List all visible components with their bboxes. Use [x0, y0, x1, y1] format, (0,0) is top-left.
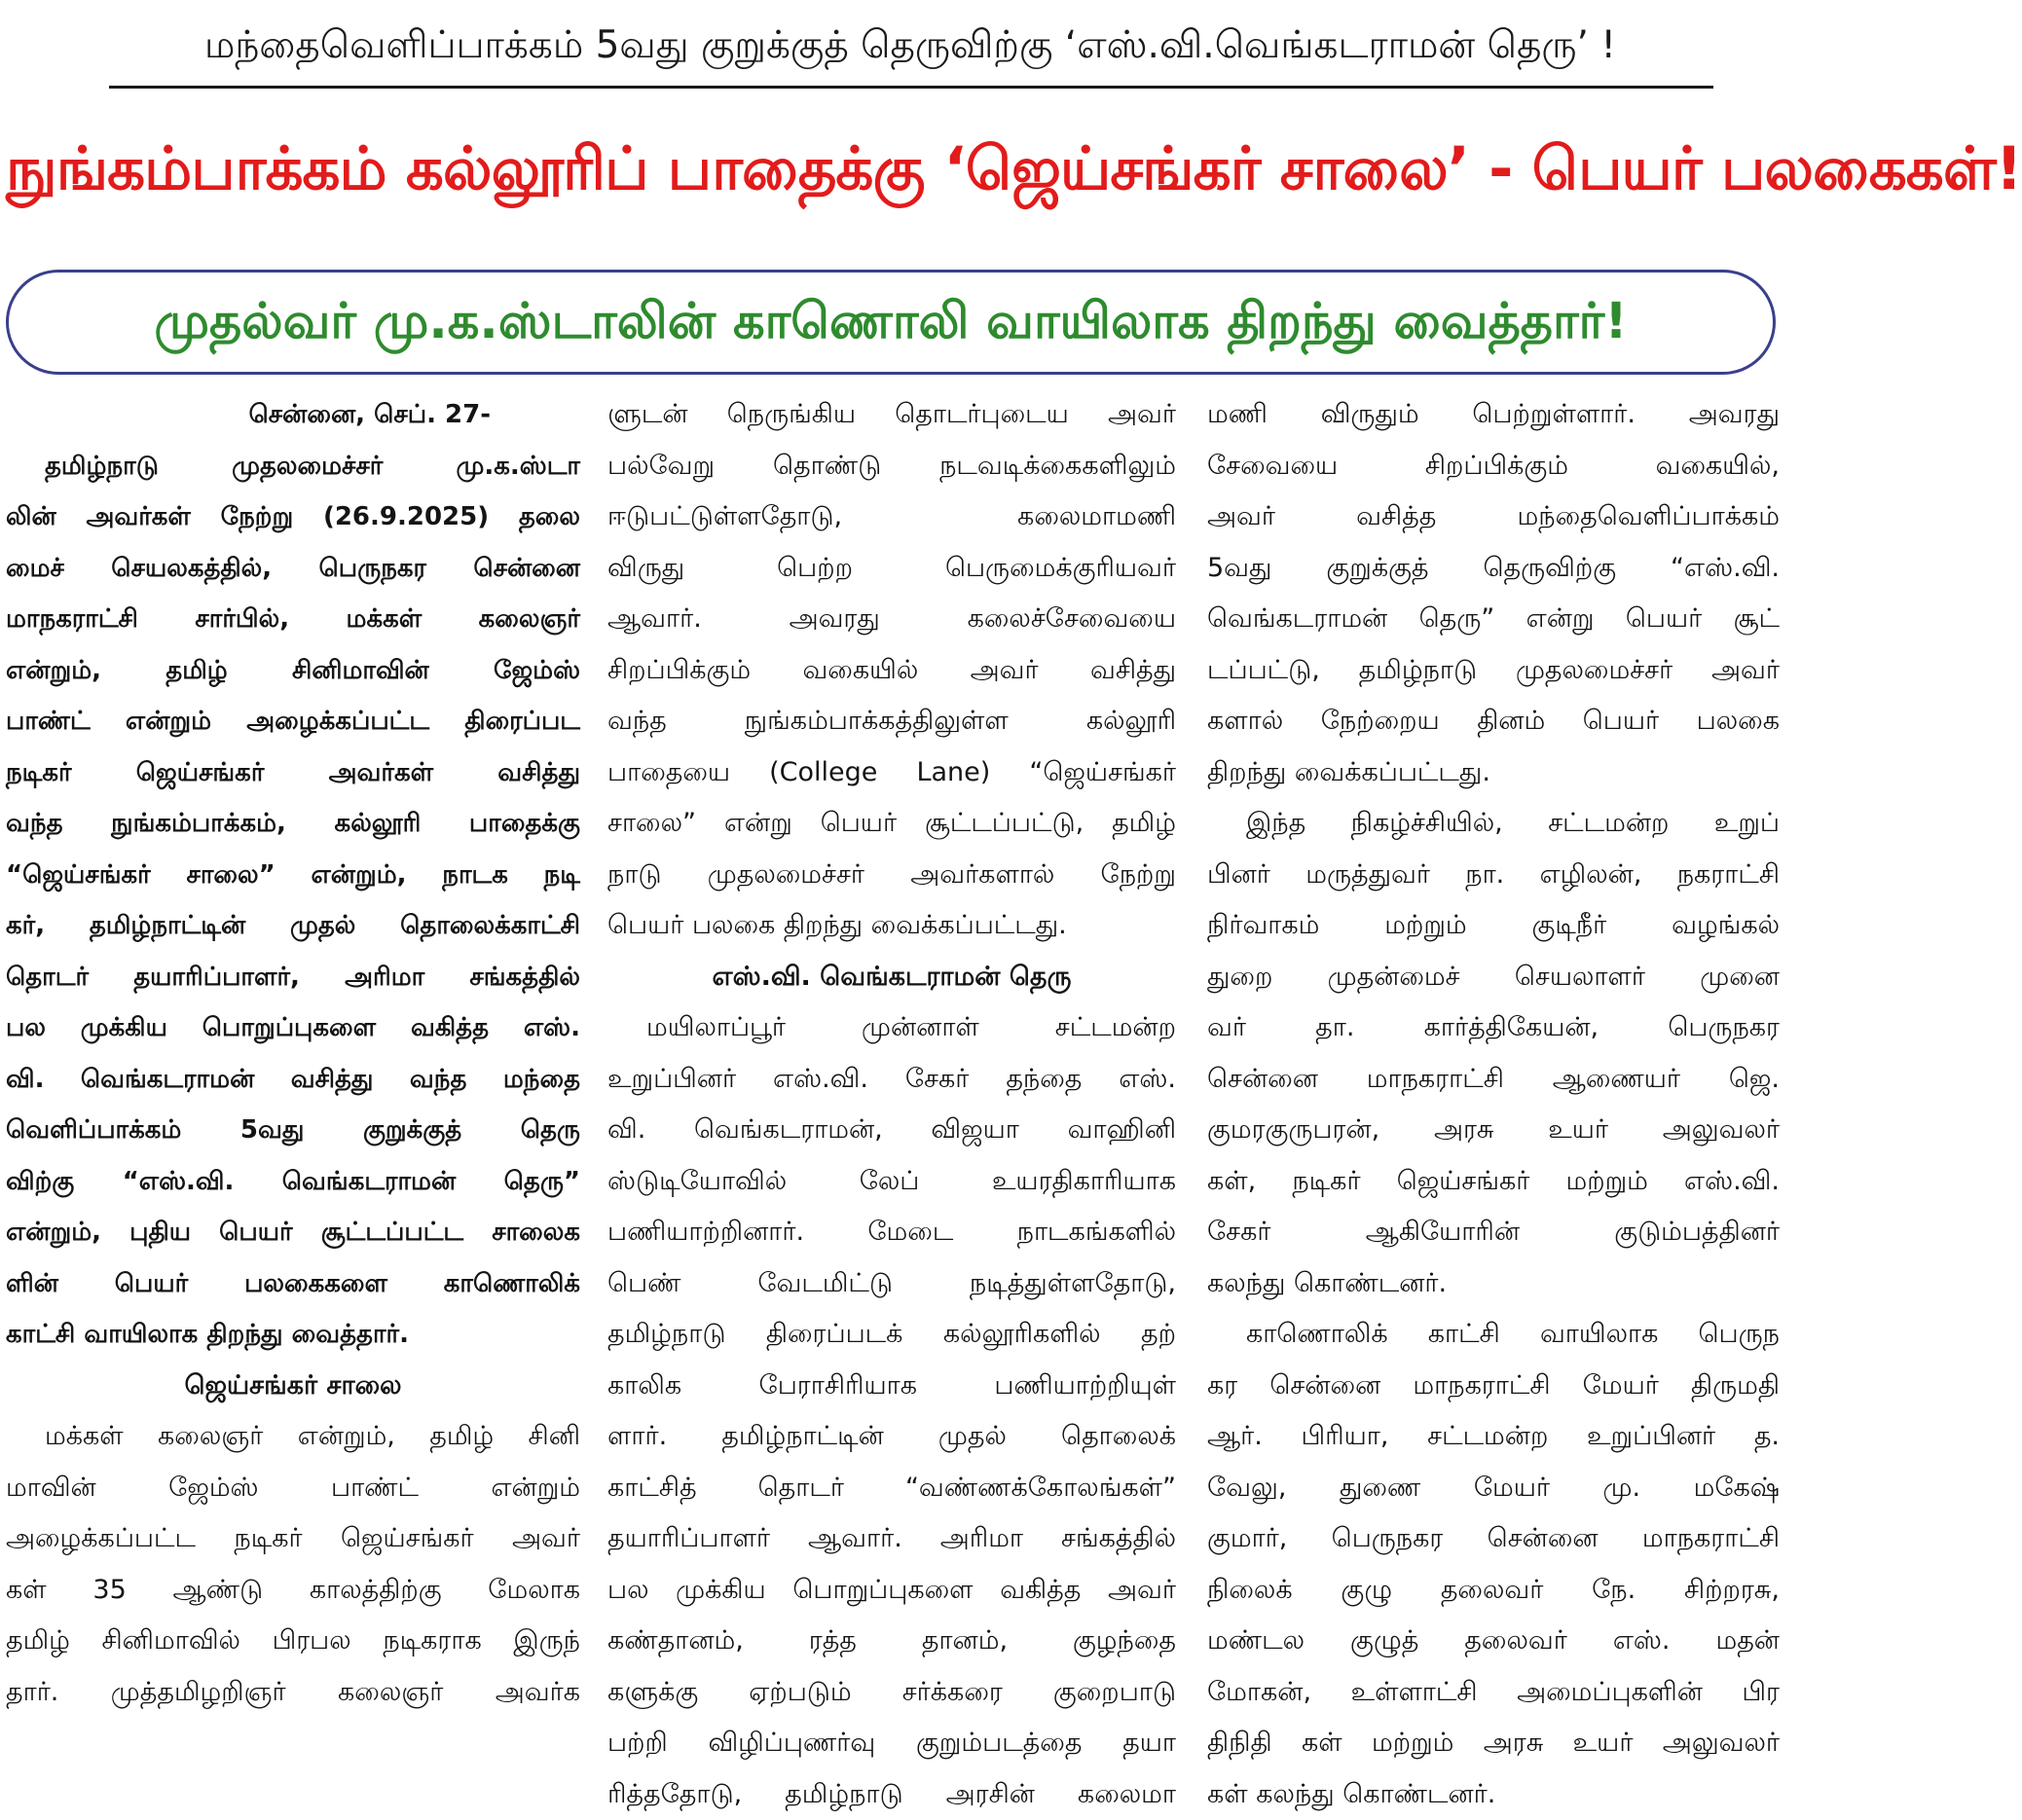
- text-line: கலந்து கொண்டனர்.: [1207, 1258, 1780, 1310]
- text-line: நிர்வாகம் மற்றும் குடிநீர் வழங்கல்: [1207, 900, 1780, 952]
- text-line: காணொலிக் காட்சி வாயிலாக பெருந: [1207, 1309, 1780, 1361]
- text-line: பினர் மருத்துவர் நா. எழிலன், நகராட்சி: [1207, 850, 1780, 901]
- dateline: சென்னை, செப். 27-: [6, 389, 580, 441]
- text-line: அழைக்கப்பட்ட நடிகர் ஜெய்சங்கர் அவர்: [6, 1513, 580, 1565]
- text-line: கள், நடிகர் ஜெய்சங்கர் மற்றும் எஸ்.வி.: [1207, 1156, 1780, 1208]
- text-line: பெயர் பலகை திறந்து வைக்கப்பட்டது.: [607, 900, 1176, 952]
- banner-text: முதல்வர் மு.க.ஸ்டாலின் காணொலி வாயிலாக திறந்து வைத்தார்!: [9, 273, 1773, 372]
- text-line: காலிக பேராசிரியாக பணியாற்றியுள்: [607, 1361, 1176, 1412]
- text-line: அவர் வசித்த மந்தைவெளிப்பாக்கம்: [1207, 491, 1780, 543]
- text-line: டப்பட்டு, தமிழ்நாடு முதலமைச்சர் அவர்: [1207, 645, 1780, 697]
- article-column-3: [1207, 389, 1780, 1732]
- text-line: சேகர் ஆகியோரின் குடும்பத்தினர்: [1207, 1207, 1780, 1258]
- text-line: மைச் செயலகத்தில், பெருநகர சென்னை: [6, 543, 580, 595]
- text-line: வந்த நுங்கம்பாக்கம், கல்லூரி பாதைக்கு: [6, 798, 580, 850]
- text-line: விற்கு “எஸ்.வி. வெங்கடராமன் தெரு”: [6, 1156, 580, 1208]
- text-line: காட்சித் தொடர் “வண்ணக்கோலங்கள்”: [607, 1463, 1176, 1514]
- text-line: பற்றி விழிப்புணர்வு குறும்படத்தை தயா: [607, 1718, 1176, 1769]
- text-line: தொடர் தயாரிப்பாளர், அரிமா சங்கத்தில்: [6, 952, 580, 1003]
- text-line: வந்த நுங்கம்பாக்கத்திலுள்ள கல்லூரி: [607, 696, 1176, 747]
- main-headline: நுங்கம்பாக்கம் கல்லூரிப் பாதைக்கு ‘ஜெய்சங்கர் சாலை’ - பெயர் பலகைகள்!: [6, 101, 1780, 237]
- text-line: மாவின் ஜேம்ஸ் பாண்ட் என்றும்: [6, 1463, 580, 1514]
- text-line: களால் நேற்றைய தினம் பெயர் பலகை: [1207, 696, 1780, 747]
- text-line: வெளிப்பாக்கம் 5வது குறுக்குத் தெரு: [6, 1105, 580, 1156]
- text-line: ளின் பெயர் பலகைகளை காணொலிக்: [6, 1258, 580, 1310]
- text-line: இந்த நிகழ்ச்சியில், சட்டமன்ற உறுப்: [1207, 798, 1780, 850]
- text-line: மயிலாப்பூர் முன்னாள் சட்டமன்ற: [607, 1002, 1176, 1054]
- text-line: குமார், பெருநகர சென்னை மாநகராட்சி: [1207, 1513, 1780, 1565]
- text-line: குமரகுருபரன், அரசு உயர் அலுவலர்: [1207, 1105, 1780, 1156]
- text-line: பெண் வேடமிட்டு நடித்துள்ளதோடு,: [607, 1258, 1176, 1310]
- text-line: வேலு, துணை மேயர் மு. மகேஷ்: [1207, 1463, 1780, 1514]
- text-line: சேவையை சிறப்பிக்கும் வகையில்,: [1207, 441, 1780, 492]
- text-line: தார். முத்தமிழறிஞர் கலைஞர் அவர்க: [6, 1667, 580, 1719]
- text-line: ஸ்டுடியோவில் லேப் உயரதிகாரியாக: [607, 1156, 1176, 1208]
- text-line: சிறப்பிக்கும் வகையில் அவர் வசித்து: [607, 645, 1176, 697]
- text-line: பல்வேறு தொண்டு நடவடிக்கைகளிலும்: [607, 441, 1176, 492]
- text-line: வி. வெங்கடராமன் வசித்து வந்த மந்தை: [6, 1054, 580, 1106]
- text-line: நடிகர் ஜெய்சங்கர் அவர்கள் வசித்து: [6, 747, 580, 799]
- text-line: 5வது குறுக்குத் தெருவிற்கு “எஸ்.வி.: [1207, 543, 1780, 595]
- text-line: நிலைக் குழு தலைவர் நே. சிற்றரசு,: [1207, 1565, 1780, 1617]
- text-line: களுக்கு ஏற்படும் சர்க்கரை குறைபாடு: [607, 1667, 1176, 1719]
- text-line: வர் தா. கார்த்திகேயன், பெருநகர: [1207, 1002, 1780, 1054]
- text-line: மணி விருதும் பெற்றுள்ளார். அவரது: [1207, 389, 1780, 441]
- article-column-1: [6, 389, 580, 1732]
- text-line: பாதையை (College Lane) “ஜெய்சங்கர்: [607, 747, 1176, 799]
- text-line: காட்சி வாயிலாக திறந்து வைத்தார்.: [6, 1309, 580, 1361]
- text-line: லின் அவர்கள் நேற்று (26.9.2025) தலை: [6, 491, 580, 543]
- text-line: பணியாற்றினார். மேடை நாடகங்களில்: [607, 1207, 1176, 1258]
- section-subhead: எஸ்.வி. வெங்கடராமன் தெரு: [607, 952, 1176, 1003]
- text-line: மண்டல குழுத் தலைவர் எஸ். மதன்: [1207, 1616, 1780, 1667]
- text-line: கள் 35 ஆண்டு காலத்திற்கு மேலாக: [6, 1565, 580, 1617]
- text-line: கண்தானம், ரத்த தானம், குழந்தை: [607, 1616, 1176, 1667]
- text-line: “ஜெய்சங்கர் சாலை” என்றும், நாடக நடி: [6, 850, 580, 901]
- text-line: உறுப்பினர் எஸ்.வி. சேகர் தந்தை எஸ்.: [607, 1054, 1176, 1106]
- text-line: ளுடன் நெருங்கிய தொடர்புடைய அவர்: [607, 389, 1176, 441]
- banner-box: [6, 270, 1776, 375]
- kicker-rule: [109, 86, 1713, 89]
- text-line: பாண்ட் என்றும் அழைக்கப்பட்ட திரைப்பட: [6, 696, 580, 747]
- text-line: ளார். தமிழ்நாட்டின் முதல் தொலைக்: [607, 1411, 1176, 1463]
- text-line: பல முக்கிய பொறுப்புகளை வகித்த அவர்: [607, 1565, 1176, 1617]
- text-line: பல முக்கிய பொறுப்புகளை வகித்த எஸ்.: [6, 1002, 580, 1054]
- text-line: கள் கலந்து கொண்டனர்.: [1207, 1769, 1780, 1820]
- text-line: என்றும், புதிய பெயர் சூட்டப்பட்ட சாலைக: [6, 1207, 580, 1258]
- text-line: வி. வெங்கடராமன், விஜயா வாஹினி: [607, 1105, 1176, 1156]
- text-line: நாடு முதலமைச்சர் அவர்களால் நேற்று: [607, 850, 1176, 901]
- article-column-2: [607, 389, 1176, 1732]
- text-line: என்றும், தமிழ் சினிமாவின் ஜேம்ஸ்: [6, 645, 580, 697]
- text-line: வெங்கடராமன் தெரு” என்று பெயர் சூட்: [1207, 594, 1780, 645]
- text-line: திறந்து வைக்கப்பட்டது.: [1207, 747, 1780, 799]
- text-line: மாநகராட்சி சார்பில், மக்கள் கலைஞர்: [6, 594, 580, 645]
- text-line: தயாரிப்பாளர் ஆவார். அரிமா சங்கத்தில்: [607, 1513, 1176, 1565]
- section-subhead: ஜெய்சங்கர் சாலை: [6, 1361, 580, 1412]
- text-line: தமிழ் சினிமாவில் பிரபல நடிகராக இருந்: [6, 1616, 580, 1667]
- text-line: கர சென்னை மாநகராட்சி மேயர் திருமதி: [1207, 1361, 1780, 1412]
- text-line: கர், தமிழ்நாட்டின் முதல் தொலைக்காட்சி: [6, 900, 580, 952]
- text-line: விருது பெற்ற பெருமைக்குரியவர்: [607, 543, 1176, 595]
- text-line: தமிழ்நாடு திரைப்படக் கல்லூரிகளில் தற்: [607, 1309, 1176, 1361]
- text-line: ஆவார். அவரது கலைச்சேவையை: [607, 594, 1176, 645]
- text-line: துறை முதன்மைச் செயலாளர் முனை: [1207, 952, 1780, 1003]
- text-line: ரித்ததோடு, தமிழ்நாடு அரசின் கலைமா: [607, 1769, 1176, 1820]
- text-line: மக்கள் கலைஞர் என்றும், தமிழ் சினி: [6, 1411, 580, 1463]
- text-line: ஈடுபட்டுள்ளதோடு, கலைமாமணி: [607, 491, 1176, 543]
- text-line: சென்னை மாநகராட்சி ஆணையர் ஜெ.: [1207, 1054, 1780, 1106]
- text-line: தமிழ்நாடு முதலமைச்சர் மு.க.ஸ்டா: [6, 441, 580, 492]
- text-line: ஆர். பிரியா, சட்டமன்ற உறுப்பினர் த.: [1207, 1411, 1780, 1463]
- kicker-headline: மந்தைவெளிப்பாக்கம் 5வது குறுக்குத் தெருவிற்கு ‘எஸ்.வி.வெங்கடராமன் தெரு’ !: [107, 8, 1713, 84]
- text-line: திநிதி கள் மற்றும் அரசு உயர் அலுவலர்: [1207, 1718, 1780, 1769]
- text-line: மோகன், உள்ளாட்சி அமைப்புகளின் பிர: [1207, 1667, 1780, 1719]
- text-line: சாலை” என்று பெயர் சூட்டப்பட்டு, தமிழ்: [607, 798, 1176, 850]
